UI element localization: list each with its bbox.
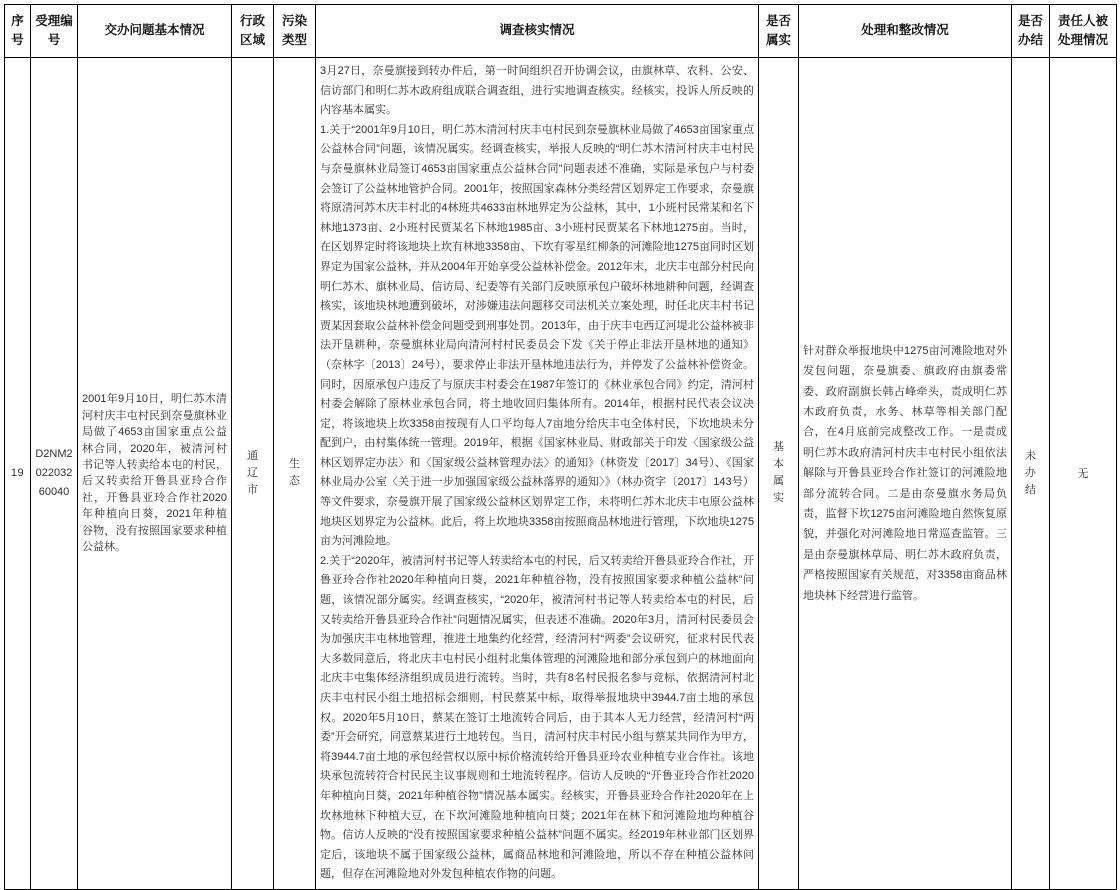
pollution-type-text: 生态 <box>289 458 300 488</box>
verified-text: 基本属实 <box>773 441 784 505</box>
header-pollution-type: 污染类型 <box>274 5 316 58</box>
table-row <box>5 58 1117 890</box>
rectification-text: 针对群众举报地块中1275亩河滩险地对外发包问题，奈曼旗委、旗政府由旗委常委、政府副旗长韩占峰牵头，责成明仁苏木政府负责，水务、林草等相关部门配合，在4月底前完成整改工作。一是责成明仁苏木政府清河村庆丰屯村民小组依法解除与开鲁县亚玲合作社签订的河滩险地部分流转合同。二是由奈曼旗水务局负责，监督下坎1275亩河滩险地自然恢复原貌，并强化对河滩险地日常巡查监管。三是由奈曼旗林草局、明仁苏木政府负责，严格按照国家有关规范，对3358亩商品林地块林下经营进行监管。 <box>803 344 1007 602</box>
problem-text: 2001年9月10日，明仁苏木清河村庆丰屯村民到奈曼旗林业局做了4653亩国家重点公益林合同，2020年，被清河村书记等人转卖给本屯的村民，后又转卖给开鲁县亚玲合作社，开鲁县亚玲合作社2020年种植向日葵，2021年种植谷物，没有按照国家要求种植公益林。 <box>82 393 227 554</box>
header-serial: 序号 <box>5 5 31 58</box>
cell-verified <box>759 58 799 890</box>
cell-investigation <box>316 58 759 890</box>
cell-pollution-type <box>274 58 316 890</box>
table-header-row <box>5 5 1117 58</box>
cell-region <box>232 58 274 890</box>
header-rectification: 处理和整改情况 <box>799 5 1012 58</box>
cell-case-number: D2NM202203260040 <box>31 58 78 890</box>
header-accountability: 责任人被处理情况 <box>1050 5 1117 58</box>
investigation-paragraph-2: 1.关于“2001年9月10日，明仁苏木清河村庆丰屯村民到奈曼旗林业局做了4653亩国家重点公益林合同”问题，该情况属实。经调查核实，举报人反映的“明仁苏木清河村庆丰屯村民与奈曼旗林业局签订4653亩国家重点公益林合同”问题表述不准确，实际是承包户与村委会签订了公益林地管护合同。2001年，按照国家森林分类经营区划界定工作要求，奈曼旗将原清河苏木庆丰村北的4林班共4633亩林地界定为公益林，其中，1小班村民常某和名下林地1373亩、2小班村民贾某名下林地1985亩、3小班村民贾某名下林地1275亩。当时，在区划界定时将该地块上坎有林地3358亩、下坎有零星红柳条的河滩险地1275亩同时区划界定为国家公益林，并从2004年开始享受公益林补偿金。2012年末，北庆丰屯部分村民向明仁苏木、旗林业局、信访局、纪委等有关部门反映原承包户破坏林地耕种问题，经调查核实，该地块林地遭到破坏，对涉嫌违法问题移交司法机关立案处理，时任北庆丰村书记贾某因套取公益林补偿金问题受到刑事处罚。2013年，由于庆丰屯西辽河堤北公益林被非法开垦耕种，奈曼旗林业局向清河村村民委员会下发《关于停止非法开垦林地的通知》（奈林字〔2013〕24号），要求停止非法开垦林地违法行为，并停发了公益林补偿资金。同时，因原承包户违反了与原庆丰村委会在1987年签订的《林业承包合同》约定，清河村村委会解除了原林业承包合同，将土地收回归集体所有。2014年，根据村民代表会议决定，将该地块上坎3358亩按现有人口平均每人7亩地分给庆丰屯全体村民，下坎地块未分配到户，由村集体统一管理。2019年，根据《国家林业局、财政部关于印发〈国家级公益林区划界定办法〉和〈国家级公益林管理办法〉的通知》（林资发〔2017〕34号）、《国家林业局办公室〈关于进一步加强国家级公益林落界的通知〉》（林办资字〔2017〕143号）等文件要求，奈曼旗开展了国家级公益林区划界定工作，未将明仁苏木北庆丰屯原公益林地块区划界定为公益林。此后，将上坎地块3358亩按照商品林地进行管理，下坎地块1275亩为河滩险地。 <box>320 123 754 548</box>
header-investigation: 调查核实情况 <box>316 5 759 58</box>
cell-problem-description <box>78 58 232 890</box>
cell-accountability: 无 <box>1050 58 1117 890</box>
cell-serial-number: 19 <box>5 58 31 890</box>
investigation-paragraph-1: 3月27日，奈曼旗接到转办件后，第一时间组织召开协调会议，由旗林草、农科、公安、信访部门和明仁苏木政府组成联合调查组，进行实地调查核实。经核实，投诉人所反映的内容基本属实。 <box>320 65 754 117</box>
concluded-text: 未办结 <box>1025 449 1036 496</box>
header-problem: 交办问题基本情况 <box>78 5 232 58</box>
cell-rectification <box>799 58 1012 890</box>
header-verified: 是否属实 <box>759 5 799 58</box>
cell-concluded <box>1012 58 1050 890</box>
header-case-number: 受理编号 <box>31 5 78 58</box>
complaint-report-table <box>4 4 1117 890</box>
region-text: 通辽市 <box>247 449 258 496</box>
header-concluded: 是否办结 <box>1012 5 1050 58</box>
header-region: 行政区域 <box>232 5 274 58</box>
investigation-paragraph-3: 2.关于“2020年，被清河村书记等人转卖给本屯的村民，后又转卖给开鲁县亚玲合作社，开鲁亚玲合作社2020年种植向日葵，2021年种植谷物，没有按照国家要求种植公益林”问题，该情况部分属实。经调查核实，“2020年，被清河村书记等人转卖给本屯的村民，后又转卖给开鲁县亚玲合作社”问题情况属实，但表述不准确。2020年3月，清河村民委员会为加强庆丰屯林地管理，推进土地集约化经营，经清河村“两委”会议研究，征求村民代表大多数同意后，将北庆丰屯村民小组村北集体管理的河滩险地和部分承包到户的林地面向北庆丰屯集体经济组织成员进行流转。当时，共有8名村民报名参与竞标，依据清河村北庆丰屯村民小组土地招标会细则，村民蔡某中标，取得举报地块中3944.7亩土地的承包权。2020年5月10日，蔡某在签订土地流转合同后，由于其本人无力经营，经清河村“两委”开会研究，同意蔡某进行土地转包。当日，清河村庆丰村民小组与蔡某共同作为甲方，将3944.7亩土地的承包经营权以原中标价格流转给开鲁县亚玲农业种植专业合作社。该地块承包流转符合村民民主议事规则和土地流转程序。信访人反映的“开鲁亚玲合作社2020年种植向日葵，2021年种植谷物”情况基本属实。经核实，开鲁县亚玲合作社2020年在上坎林地林下种植大豆，在下坎河滩险地种植向日葵；2021年在林下和河滩险地均种植谷物。信访人反映的“没有按照国家要求种植公益林”问题不属实。经2019年林业部门区划界定后，该地块不属于国家级公益林，属商品林地和河滩险地，所以不存在种植公益林问题，但存在河滩险地对外发包种植农作物的问题。 <box>320 554 754 881</box>
